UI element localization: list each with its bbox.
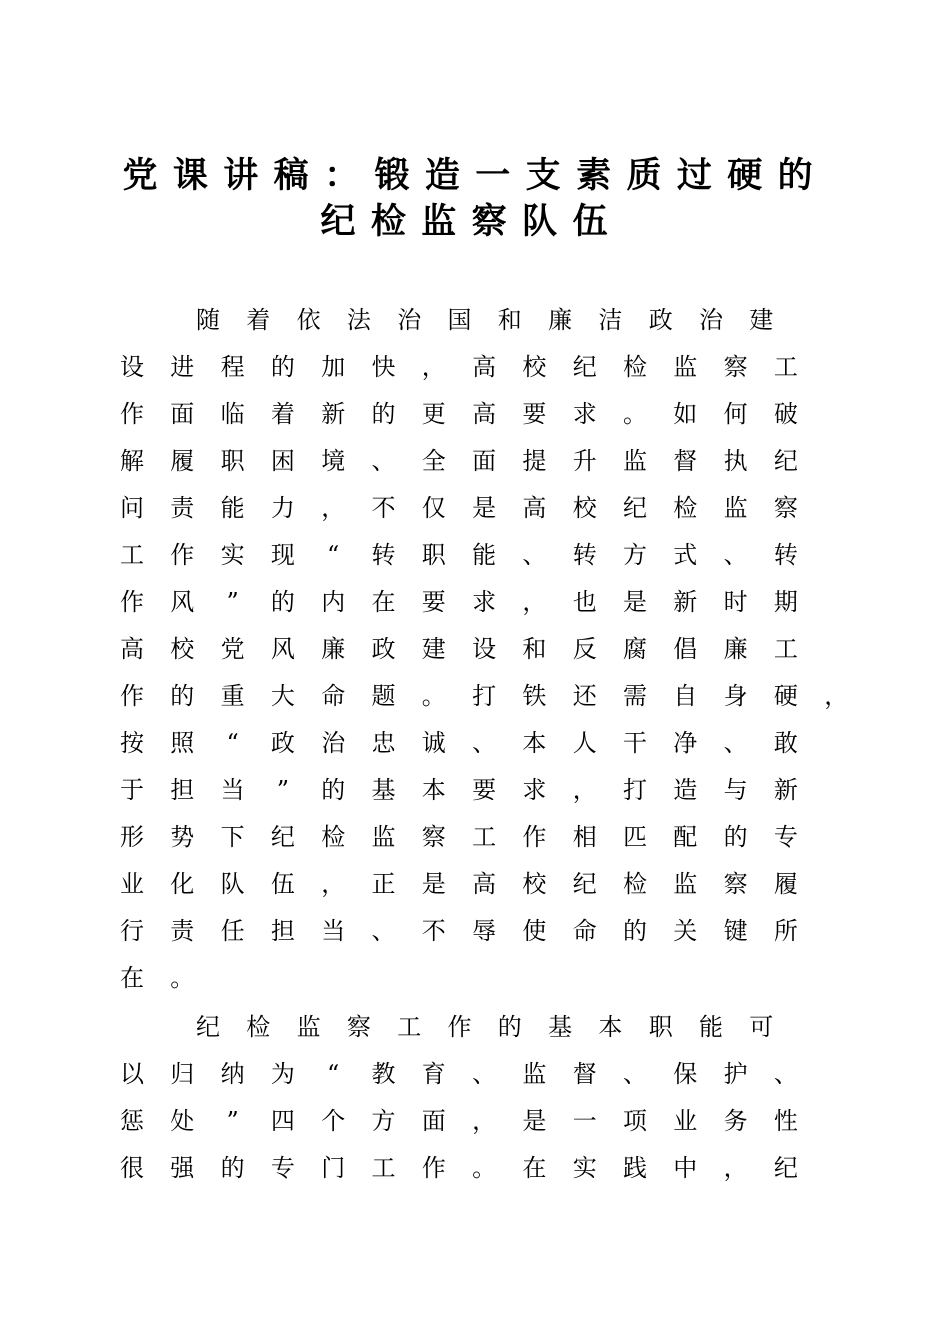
body-line: 行 责 任 担 当 、 不 辱 使 命 的 关 键 所 bbox=[120, 917, 798, 945]
body-line: 于 担 当 ” 的 基 本 要 求 ， 打 造 与 新 bbox=[120, 776, 798, 804]
body-line: 问 责 能 力 ， 不 仅 是 高 校 纪 检 监 察 bbox=[120, 494, 798, 522]
body-line: 解 履 职 困 境 、 全 面 提 升 监 督 执 纪 bbox=[120, 447, 798, 475]
document-title-line-1: 党 课 讲 稿 ： 锻 造 一 支 素 质 过 硬 的 bbox=[122, 155, 813, 196]
body-line: 业 化 队 伍 ， 正 是 高 校 纪 检 监 察 履 bbox=[120, 870, 798, 898]
body-line: 形 势 下 纪 检 监 察 工 作 相 匹 配 的 专 bbox=[120, 823, 798, 851]
body-line: 作 面 临 着 新 的 更 高 要 求 。 如 何 破 bbox=[120, 400, 798, 428]
body-line: 工 作 实 现 “ 转 职 能 、 转 方 式 、 转 bbox=[120, 541, 798, 569]
body-line: 作 风 ” 的 内 在 要 求 ， 也 是 新 时 期 bbox=[120, 588, 798, 616]
body-line: 惩 处 ” 四 个 方 面 ， 是 一 项 业 务 性 bbox=[120, 1107, 798, 1135]
document-title-line-2: 纪 检 监 察 队 伍 bbox=[320, 201, 608, 242]
body-line: 作 的 重 大 命 题 。 打 铁 还 需 自 身 硬 ， bbox=[120, 682, 849, 710]
body-line: 很 强 的 专 门 工 作 。 在 实 践 中 ， 纪 bbox=[120, 1154, 798, 1182]
body-line: 随 着 依 法 治 国 和 廉 洁 政 治 建 bbox=[196, 306, 774, 334]
body-line: 按 照 “ 政 治 忠 诚 、 本 人 干 净 、 敢 bbox=[120, 729, 798, 757]
body-line: 高 校 党 风 廉 政 建 设 和 反 腐 倡 廉 工 bbox=[120, 635, 798, 663]
body-line: 在 。 bbox=[120, 964, 195, 992]
body-line: 设 进 程 的 加 快 ， 高 校 纪 检 监 察 工 bbox=[120, 353, 798, 381]
body-line: 以 归 纳 为 “ 教 育 、 监 督 、 保 护 、 bbox=[120, 1060, 798, 1088]
body-line: 纪 检 监 察 工 作 的 基 本 职 能 可 bbox=[196, 1013, 774, 1041]
